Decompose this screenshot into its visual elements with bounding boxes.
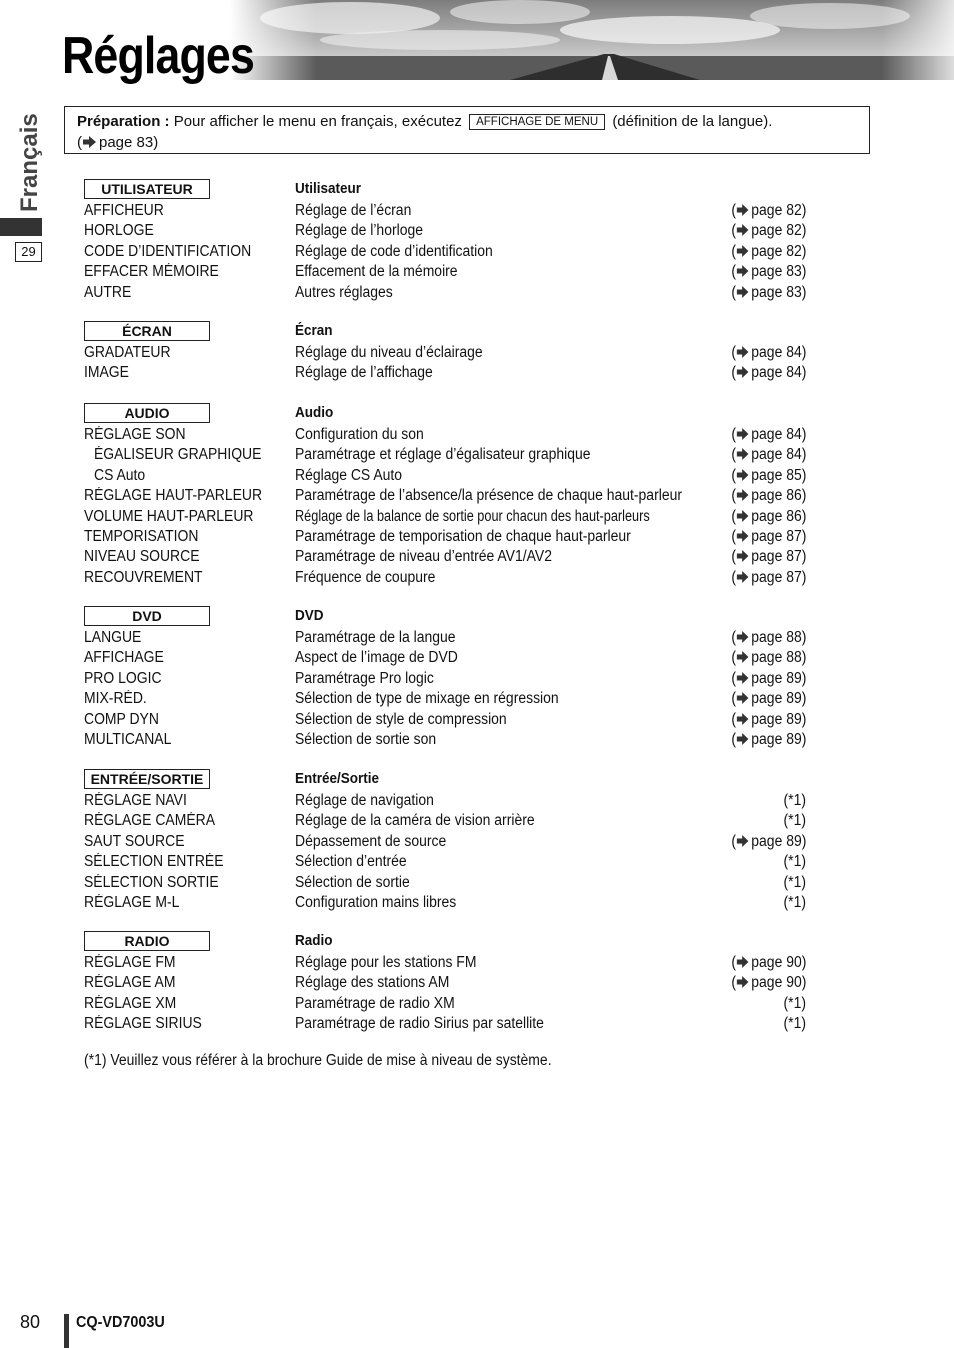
setting-description: Sélection de style de compression	[295, 710, 507, 728]
setting-item: PRO LOGIC	[84, 669, 162, 687]
setting-row	[84, 507, 806, 527]
setting-row	[84, 852, 806, 872]
setting-row	[84, 527, 806, 547]
setting-row	[84, 832, 806, 852]
setting-row	[84, 648, 806, 668]
page-reference	[784, 994, 806, 1014]
page-reference: ( page 84)	[730, 364, 806, 382]
arrow-right-icon	[737, 835, 749, 847]
setting-description: Réglage de la caméra de vision arrière	[295, 812, 535, 830]
setting-item: CODE D’IDENTIFICATION	[84, 242, 252, 260]
setting-row	[84, 445, 806, 465]
section-title: DVD	[295, 607, 324, 624]
page-reference-text: page 90)	[750, 954, 806, 971]
section-title: Utilisateur	[295, 180, 362, 197]
page-reference-text: (*1)	[783, 1015, 806, 1033]
page-reference: ( page 82)	[730, 202, 806, 219]
page-reference-text: page 86)	[750, 507, 806, 525]
setting-description: Réglage de l’affichage	[295, 364, 433, 382]
setting-item: ÉGALISEUR GRAPHIQUE	[94, 446, 262, 464]
preparation-text-after: (définition de la langue).	[612, 113, 773, 130]
arrow-right-icon	[737, 733, 749, 745]
page-reference-text: page 88)	[750, 629, 806, 646]
setting-row	[84, 425, 806, 445]
page-reference-text: page 83)	[750, 263, 806, 281]
setting-item: RECOUVREMENT	[84, 568, 203, 586]
setting-description: Configuration mains libres	[295, 893, 457, 911]
setting-row	[84, 486, 806, 506]
setting-item: SÉLECTION ENTRÉE	[84, 853, 224, 871]
setting-item: MULTICANAL	[84, 730, 172, 748]
page-reference: ( page 84)	[730, 426, 806, 443]
page-reference-text: page 84)	[750, 426, 806, 443]
arrow-right-icon	[83, 136, 96, 148]
settings-section	[84, 403, 806, 588]
setting-item: LANGUE	[84, 629, 142, 646]
page-reference	[784, 873, 806, 893]
setting-description: Sélection de sortie	[295, 873, 410, 891]
arrow-right-icon	[737, 366, 749, 378]
page-reference-text: page 84)	[750, 344, 806, 361]
section-header	[84, 321, 806, 343]
preparation-page-ref: page 83)	[99, 134, 159, 151]
page-reference: ( page 88)	[730, 629, 806, 646]
arrow-right-icon	[737, 245, 749, 257]
page-reference: ( page 90)	[730, 954, 806, 971]
model-name: CQ-VD7003U	[76, 1314, 165, 1331]
page-reference-text: page 82)	[750, 242, 806, 260]
settings-section	[84, 321, 806, 384]
setting-row	[84, 262, 806, 282]
arrow-right-icon	[737, 651, 749, 663]
setting-description: Réglage des stations AM	[295, 974, 450, 992]
setting-description: Réglage de code d’identification	[295, 242, 493, 260]
arrow-right-icon	[737, 448, 749, 460]
arrow-right-icon	[737, 631, 749, 643]
arrow-right-icon	[737, 428, 749, 440]
setting-item: RÉGLAGE M-L	[84, 893, 180, 911]
setting-description: Réglage de l’écran	[295, 202, 412, 219]
setting-row	[84, 710, 806, 730]
header-road-photo	[230, 0, 954, 80]
setting-description: Réglage de navigation	[295, 792, 434, 809]
arrow-right-icon	[737, 204, 749, 216]
arrow-right-icon	[737, 265, 749, 277]
setting-description: Autres réglages	[295, 283, 393, 301]
arrow-right-icon	[737, 286, 749, 298]
setting-row	[84, 363, 806, 383]
page-reference: ( page 88)	[730, 649, 806, 667]
page-reference	[784, 1014, 806, 1034]
settings-section	[84, 606, 806, 750]
setting-description: Sélection d’entrée	[295, 853, 407, 871]
page-reference: ( page 84)	[730, 344, 806, 361]
setting-description: Paramétrage de l’absence/la présence de chaque haut-parleur	[295, 487, 682, 505]
preparation-box	[64, 106, 870, 154]
setting-description: Paramétrage de niveau d’entrée AV1/AV2	[295, 548, 552, 566]
section-title: Audio	[295, 404, 334, 421]
section-title: Écran	[295, 322, 333, 339]
arrow-right-icon	[737, 346, 749, 358]
settings-section	[84, 931, 806, 1035]
page-reference: ( page 89)	[730, 710, 806, 728]
page-reference-text: page 85)	[750, 466, 806, 484]
preparation-text: Pour afficher le menu en français, exécutez	[173, 113, 462, 130]
menu-key: AFFICHAGE DE MENU	[469, 114, 605, 130]
section-header	[84, 769, 806, 791]
page-reference-text: page 89)	[750, 730, 806, 748]
page-reference: ( page 90)	[730, 974, 806, 992]
page-reference-text: page 87)	[750, 527, 806, 545]
setting-description: Paramétrage Pro logic	[295, 669, 434, 687]
setting-row	[84, 811, 806, 831]
page-reference-text: page 87)	[750, 568, 806, 586]
setting-item: EFFACER MÉMOIRE	[84, 263, 219, 281]
setting-row	[84, 242, 806, 262]
setting-description: Réglage de la balance de sortie pour chacun des haut-parleurs	[295, 507, 650, 525]
setting-row	[84, 973, 806, 993]
setting-row	[84, 873, 806, 893]
section-number: 29	[15, 242, 42, 262]
setting-description: Réglage du niveau d’éclairage	[295, 344, 483, 361]
setting-item: AFFICHEUR	[84, 202, 164, 219]
setting-item: TEMPORISATION	[84, 527, 199, 545]
page-reference-text: page 83)	[750, 283, 806, 301]
setting-item: RÉGLAGE SIRIUS	[84, 1015, 202, 1033]
setting-description: Fréquence de coupure	[295, 568, 436, 586]
section-key-label: AUDIO	[84, 403, 210, 423]
setting-description: Réglage pour les stations FM	[295, 954, 477, 971]
page-reference: ( page 85)	[730, 466, 806, 484]
setting-row	[84, 466, 806, 486]
section-title: Radio	[295, 932, 333, 949]
setting-item: RÉGLAGE HAUT-PARLEUR	[84, 487, 263, 505]
page-reference: ( page 89)	[730, 669, 806, 687]
page-reference: ( page 89)	[730, 832, 806, 850]
arrow-right-icon	[737, 550, 749, 562]
arrow-right-icon	[737, 224, 749, 236]
settings-section	[84, 179, 806, 303]
page-reference-text: page 82)	[750, 202, 806, 219]
setting-item: RÉGLAGE XM	[84, 994, 177, 1012]
arrow-right-icon	[737, 530, 749, 542]
arrow-right-icon	[737, 510, 749, 522]
setting-row	[84, 201, 806, 221]
page-number: 80	[20, 1312, 41, 1332]
section-header	[84, 931, 806, 953]
page-reference-text: page 86)	[750, 487, 806, 505]
setting-item: COMP DYN	[84, 710, 159, 728]
setting-row	[84, 547, 806, 567]
section-key-label: ENTRÉE/SORTIE	[84, 769, 210, 789]
page-reference-text: page 84)	[750, 446, 806, 464]
setting-item: RÉGLAGE NAVI	[84, 792, 187, 809]
page-reference-text: page 90)	[750, 974, 806, 992]
setting-description: Paramétrage de la langue	[295, 629, 456, 646]
page-title: Réglages	[62, 27, 254, 85]
setting-row	[84, 628, 806, 648]
page-reference: ( page 82)	[730, 222, 806, 240]
page-reference: ( page 83)	[730, 263, 806, 281]
page-reference-text: (*1)	[783, 994, 806, 1012]
section-header	[84, 179, 806, 201]
page-reference	[784, 811, 806, 831]
page-reference: ( page 86)	[730, 487, 806, 505]
footnote: (*1) Veuillez vous référer à la brochure Guide de mise à niveau de système.	[84, 1052, 552, 1069]
page-reference: ( page 89)	[730, 730, 806, 748]
setting-description: Réglage de l’horloge	[295, 222, 423, 240]
setting-item: RÉGLAGE FM	[84, 954, 176, 971]
setting-item: RÉGLAGE CAMÉRA	[84, 812, 216, 830]
page-reference	[784, 893, 806, 913]
setting-row	[84, 221, 806, 241]
setting-row	[84, 953, 806, 973]
setting-description: Sélection de sortie son	[295, 730, 437, 748]
page-reference	[784, 791, 806, 811]
page-reference-text: page 89)	[750, 710, 806, 728]
setting-row	[84, 343, 806, 363]
setting-item: RÉGLAGE SON	[84, 426, 186, 443]
arrow-right-icon	[737, 976, 749, 988]
arrow-right-icon	[737, 489, 749, 501]
arrow-right-icon	[737, 692, 749, 704]
setting-description: Paramétrage et réglage d’égalisateur graphique	[295, 446, 591, 464]
page-reference: ( page 89)	[730, 690, 806, 708]
arrow-right-icon	[737, 469, 749, 481]
setting-description: Sélection de type de mixage en régression	[295, 690, 559, 708]
setting-item: IMAGE	[84, 364, 129, 382]
setting-row	[84, 730, 806, 750]
arrow-right-icon	[737, 713, 749, 725]
page-reference-text: page 82)	[750, 222, 806, 240]
section-key-label: DVD	[84, 606, 210, 626]
page-reference-text: (*1)	[783, 792, 806, 809]
arrow-right-icon	[737, 672, 749, 684]
preparation-label: Préparation :	[77, 113, 170, 130]
setting-row	[84, 669, 806, 689]
setting-item: RÉGLAGE AM	[84, 974, 176, 992]
page-reference-text: page 89)	[750, 832, 806, 850]
setting-row	[84, 791, 806, 811]
page-reference-text: page 88)	[750, 649, 806, 667]
page-reference: ( page 84)	[730, 446, 806, 464]
page-reference-text: (*1)	[783, 812, 806, 830]
setting-item: AFFICHAGE	[84, 649, 164, 667]
setting-row	[84, 893, 806, 913]
setting-row	[84, 283, 806, 303]
settings-section	[84, 769, 806, 913]
setting-item: AUTRE	[84, 283, 132, 301]
section-key-label: UTILISATEUR	[84, 179, 210, 199]
setting-description: Paramétrage de radio Sirius par satellite	[295, 1015, 544, 1033]
page-reference: ( page 87)	[730, 548, 806, 566]
page-reference: ( page 86)	[730, 507, 806, 525]
setting-row	[84, 689, 806, 709]
setting-item: CS Auto	[94, 466, 146, 484]
page-reference	[784, 852, 806, 872]
setting-description: Dépassement de source	[295, 832, 447, 850]
setting-description: Aspect de l’image de DVD	[295, 649, 458, 667]
page-reference-text: (*1)	[783, 853, 806, 871]
setting-description: Paramétrage de temporisation de chaque haut-parleur	[295, 527, 631, 545]
setting-row	[84, 1014, 806, 1034]
section-key-label: ÉCRAN	[84, 321, 210, 341]
setting-row	[84, 994, 806, 1014]
page-reference-text: page 89)	[750, 690, 806, 708]
setting-item: HORLOGE	[84, 222, 154, 240]
page-reference: ( page 82)	[730, 242, 806, 260]
language-label: Français	[16, 113, 43, 212]
setting-item: MIX-RÉD.	[84, 690, 147, 708]
setting-item: GRADATEUR	[84, 344, 171, 361]
page-reference: ( page 87)	[730, 527, 806, 545]
section-key-label: RADIO	[84, 931, 210, 951]
arrow-right-icon	[737, 571, 749, 583]
setting-description: Configuration du son	[295, 426, 424, 443]
section-header	[84, 606, 806, 628]
ref-open: (	[77, 134, 82, 151]
setting-item: SÉLECTION SORTIE	[84, 873, 219, 891]
model-marker	[64, 1314, 69, 1348]
section-header	[84, 403, 806, 425]
setting-item: NIVEAU SOURCE	[84, 548, 200, 566]
page-reference-text: page 87)	[750, 548, 806, 566]
setting-description: Paramétrage de radio XM	[295, 994, 455, 1012]
language-tab-marker	[0, 218, 42, 236]
setting-item: SAUT SOURCE	[84, 832, 185, 850]
setting-item: VOLUME HAUT-PARLEUR	[84, 507, 254, 525]
page-reference-text: (*1)	[783, 873, 806, 891]
section-title: Entrée/Sortie	[295, 770, 380, 787]
page-reference-text: page 84)	[750, 364, 806, 382]
arrow-right-icon	[737, 956, 749, 968]
setting-row	[84, 568, 806, 588]
setting-description: Réglage CS Auto	[295, 466, 403, 484]
page-reference: ( page 83)	[730, 283, 806, 301]
page-reference-text: (*1)	[783, 893, 806, 911]
page-reference-text: page 89)	[750, 669, 806, 687]
page-reference: ( page 87)	[730, 568, 806, 586]
setting-description: Effacement de la mémoire	[295, 263, 458, 281]
